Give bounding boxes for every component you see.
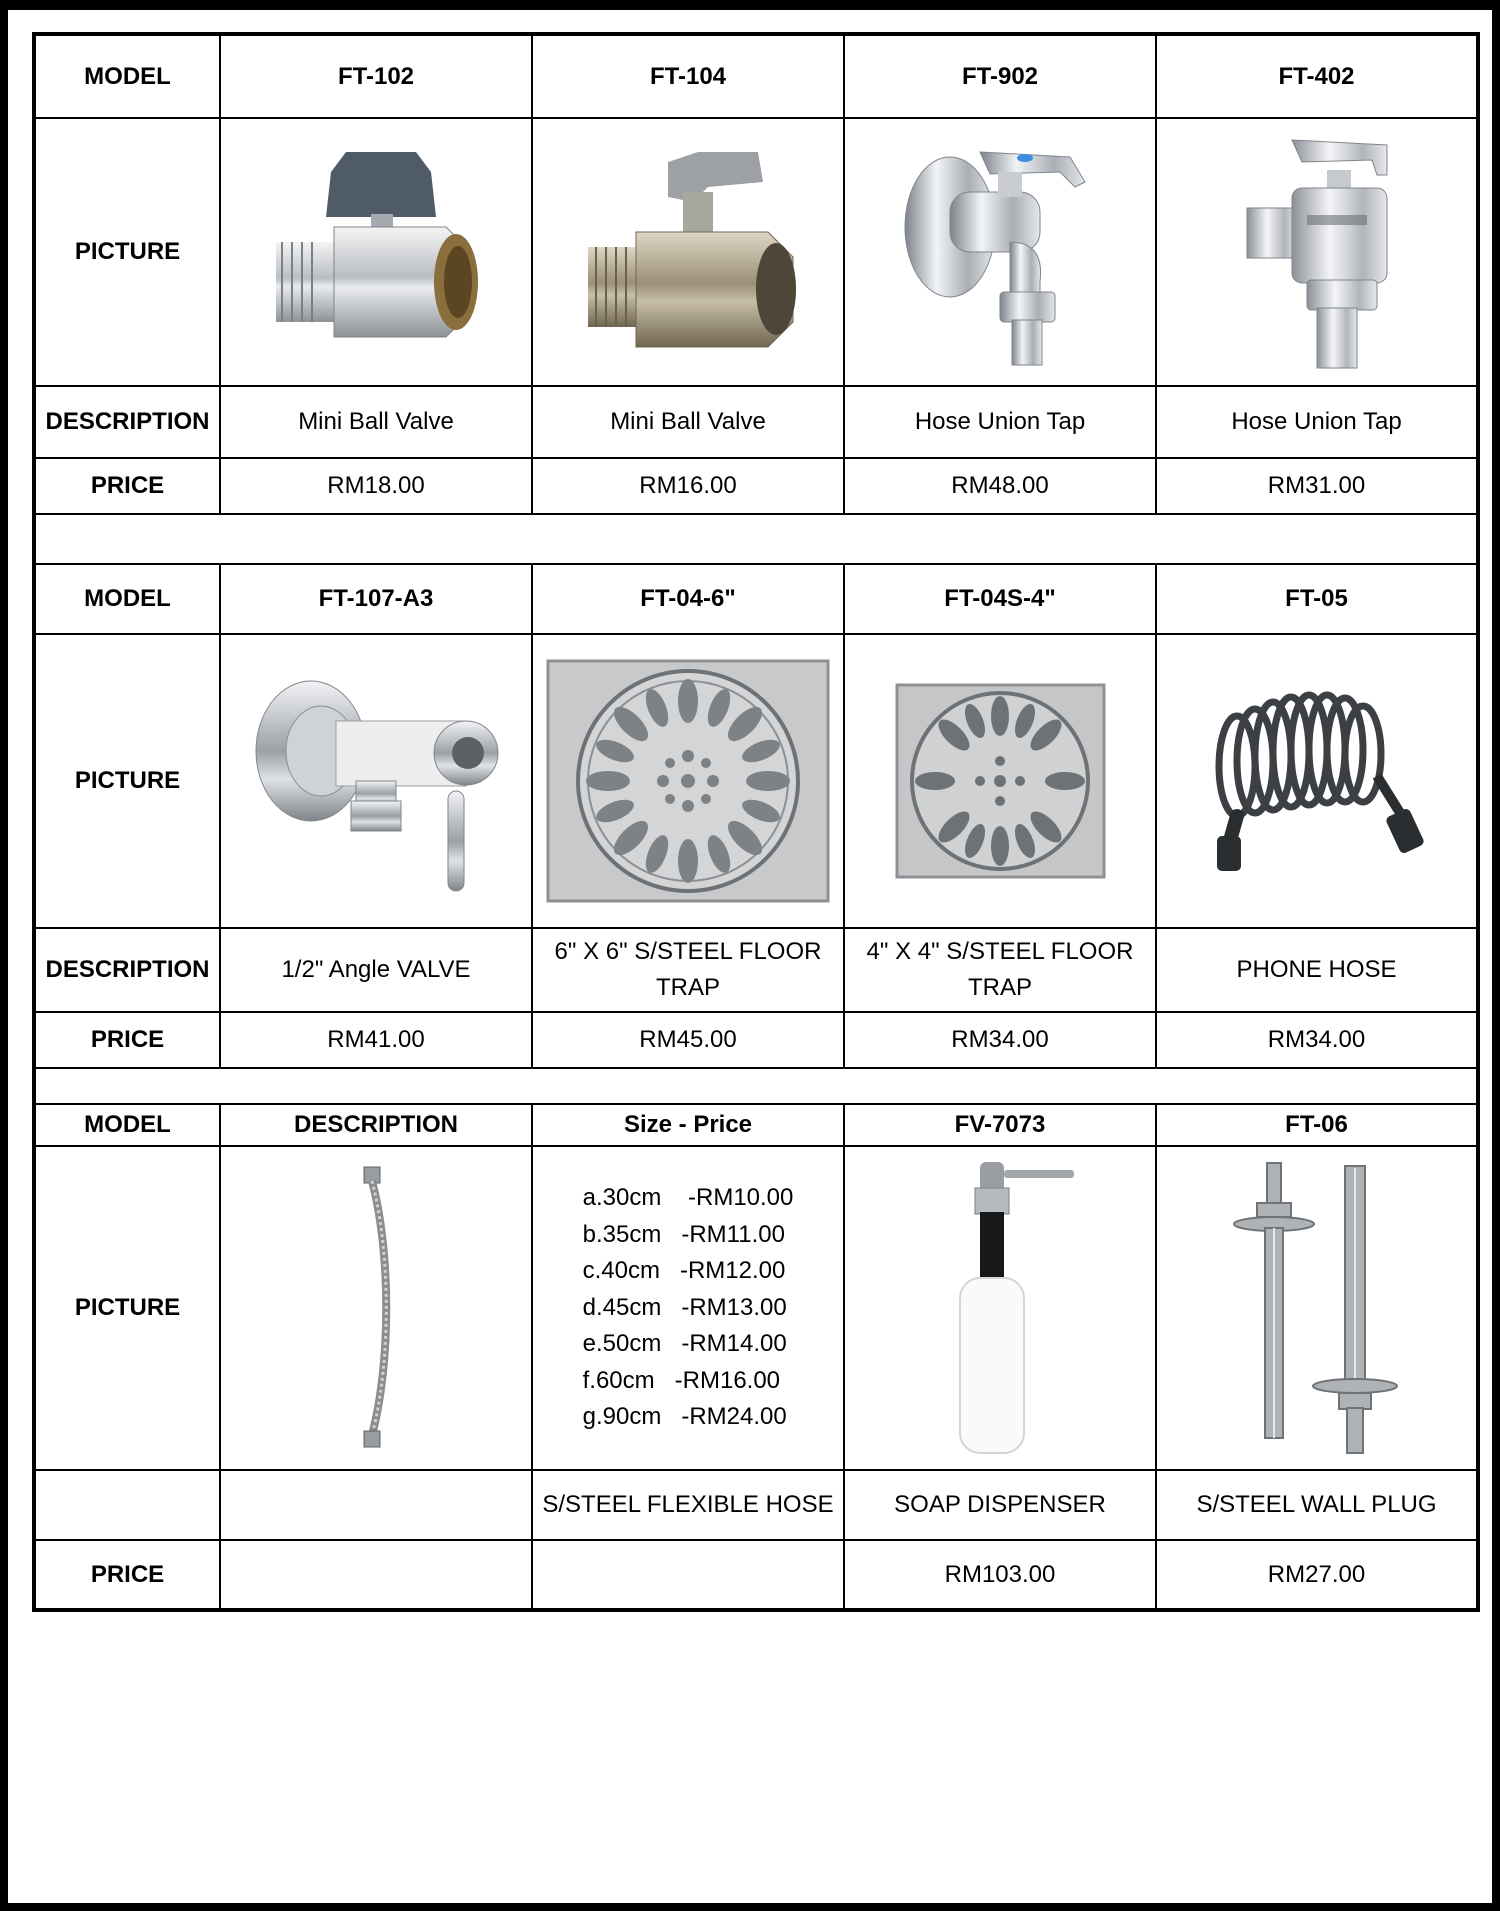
model-ft-902: FT-902 <box>844 34 1156 118</box>
model-row-3 <box>34 1104 1478 1146</box>
price-ft-04-6: RM45.00 <box>532 1012 844 1068</box>
picture-fv-7073 <box>844 1146 1156 1470</box>
description-row-3 <box>34 1470 1478 1540</box>
description-ft-402: Hose Union Tap <box>1156 386 1478 458</box>
description-ft-104: Mini Ball Valve <box>532 386 844 458</box>
model-ft-04-6: FT-04-6" <box>532 564 844 634</box>
ball-valve-icon <box>246 142 506 362</box>
picture-row-2 <box>34 634 1478 928</box>
model-row-2 <box>34 564 1478 634</box>
size-option: c.40cm -RM12.00 <box>582 1257 786 1285</box>
product-catalog-table <box>32 32 1480 1612</box>
size-option: g.90cm -RM24.00 <box>582 1403 787 1431</box>
model-label: MODEL <box>34 34 220 118</box>
model-fv-7073: FV-7073 <box>844 1104 1156 1146</box>
price-ft-902: RM48.00 <box>844 458 1156 514</box>
picture-row-1 <box>34 118 1478 386</box>
angle-valve-icon <box>246 661 506 901</box>
size-option: a.30cm -RM10.00 <box>582 1184 794 1212</box>
description-label: DESCRIPTION <box>34 386 220 458</box>
description-ft-902: Hose Union Tap <box>844 386 1156 458</box>
description-ft-04s-4: 4" X 4" S/STEEL FLOOR TRAP <box>844 928 1156 1012</box>
hose-union-tap-icon <box>1217 130 1417 375</box>
size-option: f.60cm -RM16.00 <box>582 1366 781 1394</box>
ball-valve-icon <box>558 137 818 367</box>
soap-dispenser-icon <box>920 1158 1080 1458</box>
price-ft-06: RM27.00 <box>1156 1540 1478 1610</box>
empty-cell <box>532 1540 844 1610</box>
picture-flexible-hose <box>220 1146 532 1470</box>
description-flexible-hose: S/STEEL FLEXIBLE HOSE <box>532 1470 844 1540</box>
phone-hose-icon <box>1197 686 1437 876</box>
section-gap <box>34 514 1478 564</box>
picture-ft-06 <box>1156 1146 1478 1470</box>
description-ft-04-6: 6" X 6" S/STEEL FLOOR TRAP <box>532 928 844 1012</box>
size-option: d.45cm -RM13.00 <box>582 1293 787 1321</box>
model-ft-06: FT-06 <box>1156 1104 1478 1146</box>
description-row-1 <box>34 386 1478 458</box>
price-ft-107-a3: RM41.00 <box>220 1012 532 1068</box>
picture-label: PICTURE <box>34 118 220 386</box>
size-price-header: Size - Price <box>532 1104 844 1146</box>
description-header: DESCRIPTION <box>220 1104 532 1146</box>
description-row-2 <box>34 928 1478 1012</box>
price-label: PRICE <box>34 1540 220 1610</box>
description-ft-102: Mini Ball Valve <box>220 386 532 458</box>
model-ft-04s-4: FT-04S-4" <box>844 564 1156 634</box>
empty-cell <box>220 1470 532 1540</box>
price-row-3 <box>34 1540 1478 1610</box>
picture-label: PICTURE <box>34 634 220 928</box>
price-ft-102: RM18.00 <box>220 458 532 514</box>
picture-ft-402 <box>1156 118 1478 386</box>
description-ft-05: PHONE HOSE <box>1156 928 1478 1012</box>
picture-ft-104 <box>532 118 844 386</box>
model-label: MODEL <box>34 1104 220 1146</box>
model-ft-402: FT-402 <box>1156 34 1478 118</box>
size-option: b.35cm -RM11.00 <box>582 1220 785 1248</box>
model-label: MODEL <box>34 564 220 634</box>
price-ft-104: RM16.00 <box>532 458 844 514</box>
price-label: PRICE <box>34 458 220 514</box>
model-ft-102: FT-102 <box>220 34 532 118</box>
price-ft-05: RM34.00 <box>1156 1012 1478 1068</box>
price-label: PRICE <box>34 1012 220 1068</box>
model-ft-107-a3: FT-107-A3 <box>220 564 532 634</box>
description-ft-107-a3: 1/2" Angle VALVE <box>220 928 532 1012</box>
description-label: DESCRIPTION <box>34 928 220 1012</box>
price-fv-7073: RM103.00 <box>844 1540 1156 1610</box>
floor-trap-icon <box>893 681 1108 881</box>
model-ft-104: FT-104 <box>532 34 844 118</box>
picture-ft-102 <box>220 118 532 386</box>
size-option: e.50cm -RM14.00 <box>582 1330 787 1358</box>
wall-plug-icon <box>1227 1158 1407 1458</box>
picture-ft-902 <box>844 118 1156 386</box>
size-price-list <box>532 1146 844 1470</box>
picture-ft-05 <box>1156 634 1478 928</box>
picture-label: PICTURE <box>34 1146 220 1470</box>
picture-ft-107-a3 <box>220 634 532 928</box>
picture-ft-04s-4 <box>844 634 1156 928</box>
model-row-1 <box>34 34 1478 118</box>
section-gap <box>34 1068 1478 1104</box>
hose-union-tap-icon <box>890 132 1110 372</box>
picture-ft-04-6 <box>532 634 844 928</box>
flexible-hose-icon <box>336 1163 416 1453</box>
description-ft-06: S/STEEL WALL PLUG <box>1156 1470 1478 1540</box>
description-fv-7073: SOAP DISPENSER <box>844 1470 1156 1540</box>
price-row-1 <box>34 458 1478 514</box>
empty-cell <box>220 1540 532 1610</box>
model-ft-05: FT-05 <box>1156 564 1478 634</box>
price-row-2 <box>34 1012 1478 1068</box>
price-ft-402: RM31.00 <box>1156 458 1478 514</box>
floor-trap-icon <box>543 656 833 906</box>
price-ft-04s-4: RM34.00 <box>844 1012 1156 1068</box>
empty-label-cell <box>34 1470 220 1540</box>
picture-row-3 <box>34 1146 1478 1470</box>
